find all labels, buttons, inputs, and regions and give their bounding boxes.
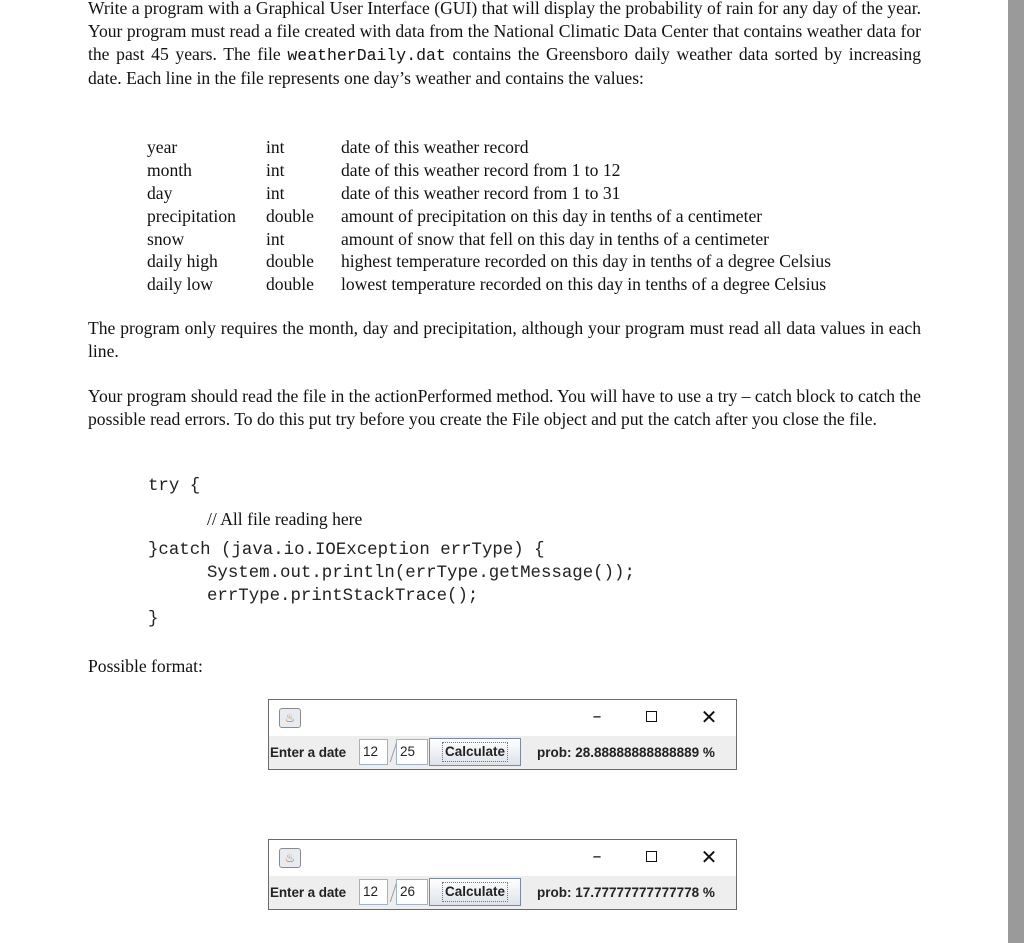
calculate-button[interactable]	[429, 878, 521, 906]
window-titlebar	[269, 700, 736, 736]
field-name: precipitation	[147, 205, 236, 226]
field-desc: date of this weather record	[341, 137, 529, 157]
gui-window	[268, 699, 737, 770]
date-label: Enter a date	[270, 745, 347, 760]
probability-result: prob: 28.88888888888889 %	[537, 745, 715, 760]
date-label: Enter a date	[270, 885, 347, 900]
field-desc: amount of snow that fell on this day in tenths of a centimeter	[341, 228, 770, 249]
maximize-icon	[646, 711, 657, 722]
field-name: snow	[147, 228, 185, 249]
month-input[interactable]: 12	[359, 879, 388, 905]
close-button[interactable]: ✕	[700, 705, 718, 729]
field-name: daily low	[147, 274, 213, 295]
maximize-icon	[646, 851, 657, 862]
month-input[interactable]: 12	[359, 739, 388, 765]
window-titlebar	[269, 840, 736, 876]
day-input[interactable]: 26	[396, 879, 428, 905]
field-desc: highest temperature recorded on this day in tenths of a degree Celsius	[341, 251, 832, 272]
right-scrollbar-strip	[1008, 0, 1024, 943]
field-desc: date of this weather record from 1 to 31	[341, 182, 621, 203]
field-name: day	[147, 182, 173, 203]
code-close-brace: }	[148, 610, 159, 629]
field-type: int	[266, 159, 285, 180]
java-app-icon: ♨	[279, 848, 301, 868]
code-comment-line: // All file reading here	[207, 509, 363, 529]
code-try-line: try {	[148, 477, 201, 496]
code-println-line: System.out.println(errType.getMessage());	[207, 564, 635, 583]
field-desc: date of this weather record from 1 to 12	[341, 159, 621, 180]
intro-paragraph: Write a program with a Graphical User Interface (GUI) that will display the probability of rain for any day of the year. Your program must read a file created with data from the National Climatic Data Center that contains weather data for the past 45 years. The file weatherDaily.dat contains the Greensboro daily weather data sorted by increasing date. Each line in the file represents one day’s weather and contains the values:	[88, 0, 922, 88]
field-type: double	[266, 274, 314, 295]
code-catch-line: }catch (java.io.IOException errType) {	[148, 541, 545, 560]
maximize-button[interactable]	[640, 706, 664, 728]
field-type: int	[266, 228, 285, 249]
minimize-button[interactable]: –	[592, 846, 602, 867]
possible-format-label: Possible format:	[88, 656, 203, 676]
field-name: month	[147, 159, 192, 180]
field-type: double	[266, 251, 314, 272]
field-desc: lowest temperature recorded on this day in tenths of a degree Celsius	[341, 274, 827, 295]
try-catch-paragraph: Your program should read the file in the actionPerformed method. You will have to use a try – catch block to catch the possible read errors. To do this put try before you create the File object and put the catch after you close the file.	[88, 386, 921, 429]
field-type: double	[266, 205, 314, 226]
window-content	[269, 736, 736, 769]
close-button[interactable]: ✕	[700, 845, 718, 869]
day-input[interactable]: 25	[396, 739, 428, 765]
field-name: year	[147, 137, 178, 157]
field-desc: amount of precipitation on this day in tenths of a centimeter	[341, 205, 763, 226]
field-type: int	[266, 137, 285, 157]
maximize-button[interactable]	[640, 846, 664, 868]
calculate-button-label: Calculate	[442, 882, 508, 902]
probability-result: prob: 17.77777777777778 %	[537, 885, 715, 900]
field-name: daily high	[147, 251, 218, 272]
calculate-button-label: Calculate	[442, 742, 508, 762]
requirements-paragraph: The program only requires the month, day and precipitation, although your program must read all data values in each line.	[88, 318, 921, 361]
minimize-button[interactable]: –	[592, 706, 602, 727]
code-stacktrace-line: errType.printStackTrace();	[207, 587, 479, 606]
field-type: int	[266, 182, 285, 203]
gui-window	[268, 839, 737, 910]
calculate-button[interactable]	[429, 738, 521, 766]
filename-code: weatherDaily.dat	[287, 46, 446, 65]
window-content	[269, 876, 736, 909]
java-app-icon: ♨	[279, 708, 301, 728]
